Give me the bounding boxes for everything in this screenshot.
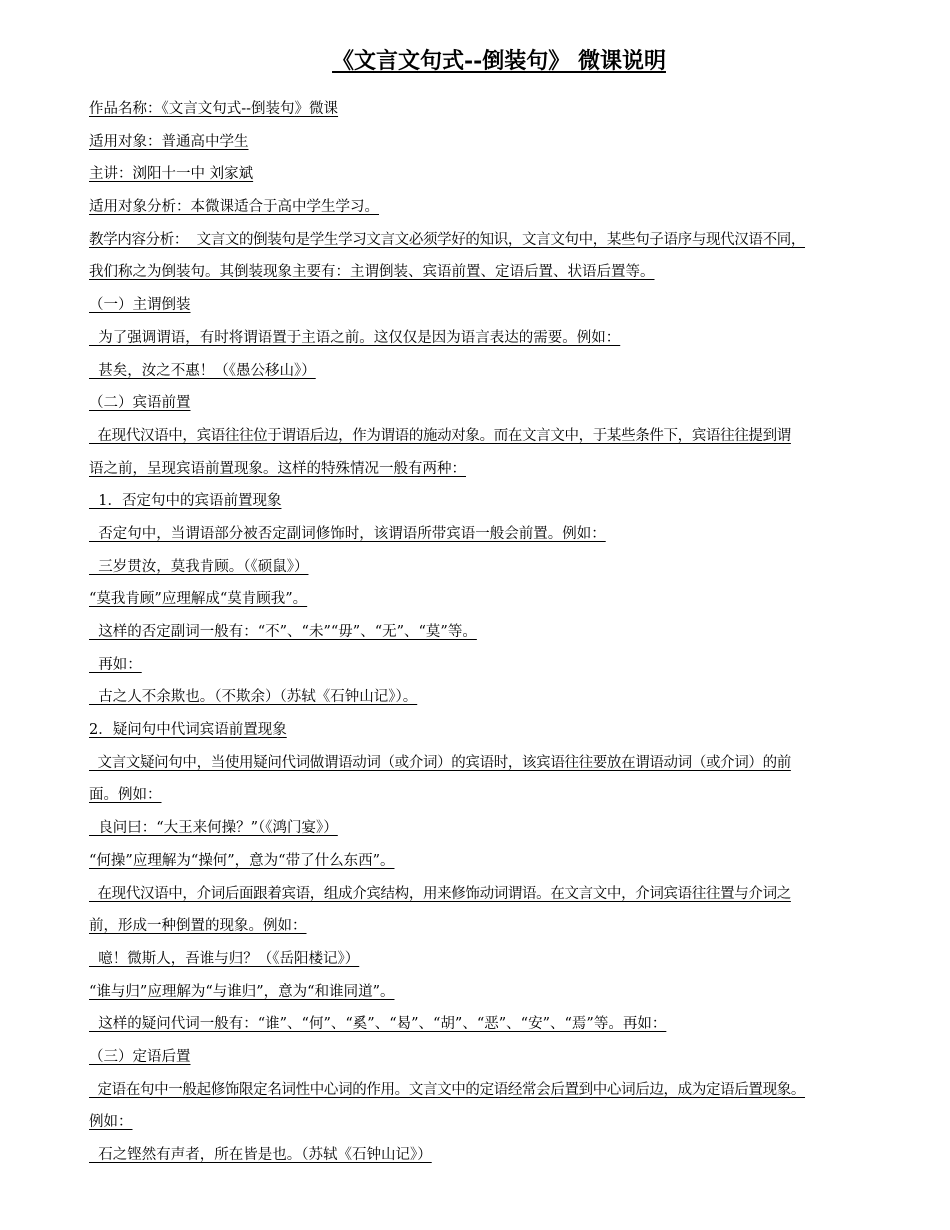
text-line — [89, 191, 917, 224]
text-line — [89, 649, 917, 682]
line-text: 语之前，呈现宾语前置现象。这样的特殊情况一般有两种： — [89, 460, 466, 477]
example-line — [89, 1139, 917, 1172]
line-text: 面。例如： — [89, 787, 162, 804]
line-text: 否定句中，当谓语部分被否定副词修饰时，该谓语所带宾语一般会前置。例如： — [89, 525, 606, 542]
text-line — [89, 93, 917, 126]
text-line — [89, 256, 917, 289]
text-line — [89, 126, 917, 159]
text-line — [89, 747, 917, 780]
line-text: 古之人不余欺也。（不欺余）（苏轼《石钟山记》）。 — [89, 689, 418, 706]
example-line — [89, 355, 917, 388]
line-text: 噫！微斯人，吾谁与归？（《岳阳楼记》） — [89, 950, 360, 967]
text-line — [89, 518, 917, 551]
text-line — [89, 583, 917, 616]
line-text: 甚矣，汝之不惠！（《愚公移山》） — [89, 362, 316, 379]
text-line — [89, 158, 917, 191]
line-text: 前，形成一种倒置的现象。例如： — [89, 918, 307, 935]
text-line — [89, 1074, 917, 1107]
line-text: 定语在句中一般起修饰限定名词性中心词的作用。文言文中的定语经常会后置到中心词后边，成为定语后置现象。 — [89, 1081, 806, 1098]
line-text: 在现代汉语中，宾语往往位于谓语后边，作为谓语的施动对象。而在文言文中，于某些条件下，宾语往往提到谓 — [89, 427, 791, 444]
text-line — [89, 420, 917, 453]
line-text: 例如： — [89, 1114, 133, 1131]
text-line — [89, 910, 917, 943]
text-line — [89, 1106, 917, 1139]
document-title: 《文言文句式--倒装句》 微课说明 — [332, 48, 666, 74]
line-text: 三岁贯汝，莫我肯顾。（《硕鼠》） — [89, 558, 309, 575]
text-line — [89, 976, 917, 1009]
document-body — [89, 93, 917, 1172]
line-text: （二）宾语前置 — [89, 395, 191, 412]
line-text: 石之铿然有声者，所在皆是也。（苏轼《石钟山记》） — [89, 1147, 432, 1163]
text-line — [89, 453, 917, 486]
subsection-heading — [89, 714, 917, 747]
line-text: “莫我肯顾”应理解成“莫肯顾我”。 — [89, 591, 308, 608]
line-text: 文言文疑问句中，当使用疑问代词做谓语动词（或介词）的宾语时，该宾语往往要放在谓语动词（或介词）的前 — [89, 754, 791, 771]
line-text: 作品名称：《文言文句式--倒装句》微课 — [89, 101, 339, 117]
line-text: 再如： — [89, 656, 142, 673]
section-heading — [89, 1041, 917, 1074]
example-line — [89, 681, 917, 714]
line-text: 在现代汉语中，介词后面跟着宾语，组成介宾结构，用来修饰动词谓语。在文言文中，介词宾语往往置与介词之 — [89, 885, 791, 902]
section-heading — [89, 387, 917, 420]
line-text: 主讲：浏阳十一中 刘家斌 — [89, 166, 254, 183]
section-heading — [89, 289, 917, 322]
line-text: “谁与归”应理解为“与谁归”，意为“和谁同道”。 — [89, 983, 395, 1000]
example-line — [89, 812, 917, 845]
line-text: 教学内容分析： 文言文的倒装句是学生学习文言文必须学好的知识，文言文句中，某些句子语序与现代汉语不同， — [89, 231, 806, 248]
text-line — [89, 845, 917, 878]
line-text: （三）定语后置 — [89, 1048, 191, 1065]
line-text: 2．疑问句中代词宾语前置现象 — [89, 722, 287, 739]
line-text: 我们称之为倒装句。其倒装现象主要有：主谓倒装、宾语前置、定语后置、状语后置等。 — [89, 264, 655, 281]
line-text: 适用对象分析：本微课适合于高中学生学习。 — [89, 199, 379, 216]
line-text: 为了强调谓语，有时将谓语置于主语之前。这仅仅是因为语言表达的需要。例如： — [89, 329, 621, 346]
text-line — [89, 322, 917, 355]
line-text: 适用对象：普通高中学生 — [89, 133, 249, 150]
line-text: 这样的疑问代词一般有：“谁”、“何”、“奚”、“曷”、“胡”、“恶”、“安”、“焉”等。再如： — [89, 1016, 667, 1033]
text-line — [89, 779, 917, 812]
text-line — [89, 1008, 917, 1041]
line-text: 1．否定句中的宾语前置现象 — [89, 493, 282, 510]
line-text: 这样的否定副词一般有：“不”、“未”“毋”、“无”、“莫”等。 — [89, 624, 477, 640]
text-line — [89, 224, 917, 257]
subsection-heading — [89, 485, 917, 518]
text-line — [89, 616, 917, 649]
line-text: （一）主谓倒装 — [89, 297, 191, 314]
line-text: 良问曰：“大王来何操？”（《鸿门宴》） — [89, 820, 338, 837]
line-text: “何操”应理解为“操何”，意为“带了什么东西”。 — [89, 852, 395, 869]
text-line — [89, 878, 917, 911]
example-line — [89, 943, 917, 976]
example-line — [89, 551, 917, 584]
